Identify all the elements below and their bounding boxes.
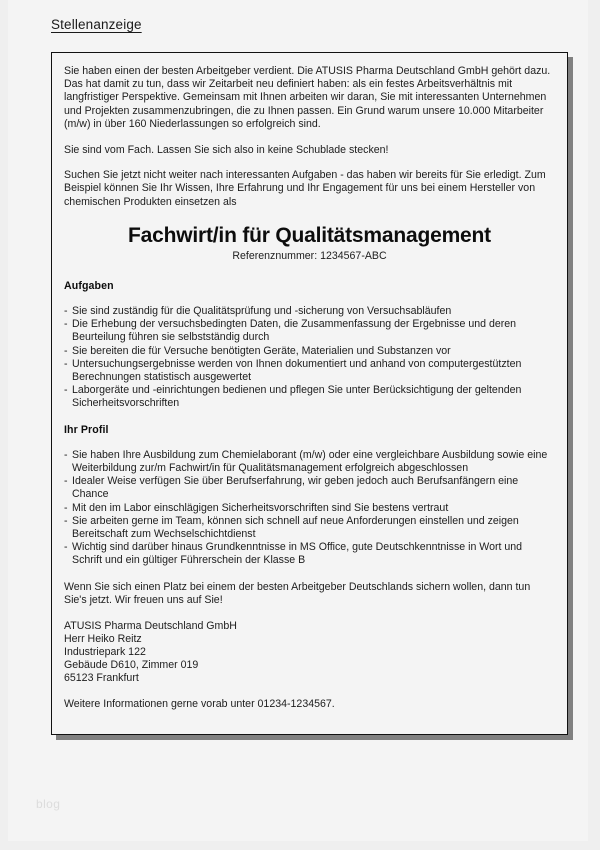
bullet-dash-icon: - — [64, 344, 68, 357]
aufgaben-heading: Aufgaben — [64, 279, 114, 292]
list-item-text: Sie bereiten die für Versuche benötigten Geräte, Materialien und Substanzen vor — [72, 344, 451, 357]
bullet-dash-icon: - — [64, 501, 68, 514]
fach-paragraph: Sie sind vom Fach. Lassen Sie sich also in keine Schublade stecken! — [64, 143, 389, 156]
contact-building: Gebäude D610, Zimmer 019 — [64, 659, 199, 672]
list-item-text: Untersuchungsergebnisse werden von Ihnen dokumentiert und anhand von computergestützten Berechnungen statistisch ausgewertet — [72, 357, 522, 384]
contact-city: 65123 Frankfurt — [64, 672, 139, 685]
contact-company: ATUSIS Pharma Deutschland GmbH — [64, 619, 237, 632]
list-item — [64, 384, 555, 410]
contact-block — [64, 620, 555, 686]
job-title: Fachwirt/in für Qualitätsmanagement — [128, 223, 491, 247]
list-item — [64, 358, 555, 384]
list-item-text: Sie arbeiten gerne im Team, können sich schnell auf neue Anforderungen einstellen und zeigen Bereitschaft zum Wechselschichtdienst — [72, 514, 519, 541]
list-item — [64, 345, 555, 358]
list-item-text: Wichtig sind darüber hinaus Grundkenntnisse in MS Office, gute Deutschkenntnisse in Wort und Schrift und ein gültiger Führerschein der Klasse B — [72, 541, 523, 567]
bullet-dash-icon: - — [64, 305, 68, 318]
job-reference-number: Referenznummer: 1234567-ABC — [232, 249, 387, 262]
bullet-dash-icon: - — [64, 448, 68, 461]
page-title: Stellenanzeige — [51, 17, 142, 32]
bullet-dash-icon: - — [64, 475, 68, 488]
list-item — [64, 318, 555, 344]
list-item — [64, 515, 555, 541]
list-item — [64, 541, 555, 567]
profil-heading: Ihr Profil — [64, 423, 109, 436]
job-advertisement-content — [52, 53, 567, 734]
profil-list — [64, 449, 555, 568]
list-item — [64, 475, 555, 501]
list-item-text: Mit den im Labor einschlägigen Sicherheitsvorschriften sind Sie bestens vertraut — [72, 501, 449, 514]
list-item — [64, 305, 555, 318]
blog-watermark: blog — [36, 797, 61, 811]
list-item-text: Die Erhebung der versuchsbedingten Daten, die Zusammenfassung der Ergebnisse und deren Beurteilung führen sie selbstständig durch — [72, 318, 517, 344]
contact-street: Industriepark 122 — [64, 646, 146, 658]
bullet-dash-icon: - — [64, 318, 68, 331]
list-item — [64, 449, 555, 475]
call-to-action-paragraph: Wenn Sie sich einen Platz bei einem der besten Arbeitgeber Deutschlands sichern wollen, dann tun Sie's jetzt. Wir freuen uns auf Sie! — [64, 580, 531, 606]
list-item-text: Sie haben Ihre Ausbildung zum Chemielaborant (m/w) oder eine vergleichbare Ausbildung sowie eine Weiterbildung zur/m Fachwirt/in für Qualitätsmanagement erfolgreich abgeschlossen — [72, 448, 548, 475]
bullet-dash-icon: - — [64, 384, 68, 397]
job-title-block — [64, 223, 555, 264]
aufgaben-list — [64, 305, 555, 411]
intro-paragraph: Sie haben einen der besten Arbeitgeber verdient. Die ATUSIS Pharma Deutschland GmbH gehört dazu. Das hat damit zu tun, dass wir Zeitarbeit neu definiert haben: als ein festes Arbeitsverhältnis mit langfristiger Perspektive. Gemeinsam mit Ihnen arbeiten wir daran, Sie mit interessanten Unternehmen und Projekten zusammenzubringen, die zu Ihnen passen. Ein Grund warum unsere 10.000 Mitarbeiter (m/w) in über 160 Niederlassungen so erfolgreich sind. — [64, 65, 551, 130]
suchen-paragraph: Suchen Sie jetzt nicht weiter nach interessanten Aufgaben - das haben wir bereits für Sie erledigt. Zum Beispiel können Sie Ihr Wissen, Ihre Erfahrung und Ihr Engagement für uns bei einem Hersteller von chemischen Produkten einsetzen als — [64, 169, 546, 208]
list-item-text: Sie sind zuständig für die Qualitätsprüfung und -sicherung von Versuchsabläufen — [72, 305, 452, 318]
bullet-dash-icon: - — [64, 357, 68, 370]
job-advertisement-box — [51, 52, 568, 735]
bullet-dash-icon: - — [64, 541, 68, 554]
bullet-dash-icon: - — [64, 514, 68, 527]
page-sheet — [8, 0, 588, 841]
list-item-text: Idealer Weise verfügen Sie über Berufserfahrung, wir geben jedoch auch Berufsanfängern eine Chance — [72, 475, 519, 501]
list-item — [64, 502, 555, 515]
further-info-paragraph: Weitere Informationen gerne vorab unter 01234-1234567. — [64, 698, 335, 711]
contact-person: Herr Heiko Reitz — [64, 632, 142, 645]
list-item-text: Laborgeräte und -einrichtungen bedienen und pflegen Sie unter Berücksichtigung der geltenden Sicherheitsvorschriften — [72, 384, 522, 410]
